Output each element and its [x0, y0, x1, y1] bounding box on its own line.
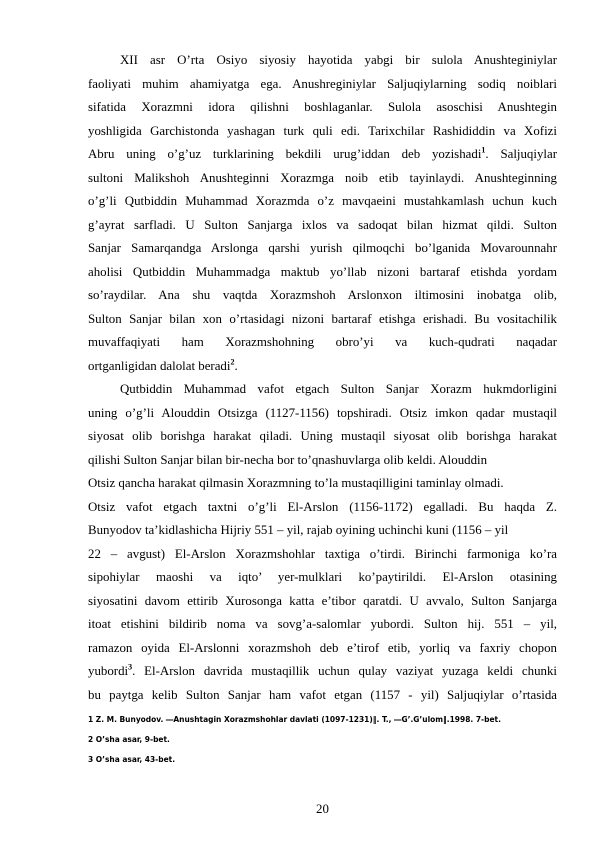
text-line: sipohiylar maoshi va iqto’ yer-mulklari ko’paytirildi. El-Arslon otasining [88, 570, 557, 584]
text-line: uning o’g’li Alouddin Otsizga (1127-1156) topshiradi. Otsiz imkon qadar mustaqil [88, 405, 557, 420]
text-line: Abru uning o’g’uz turklarining bekdili urug’iddan deb yozishadi$^1$. Saljuqiylar [88, 145, 558, 161]
footnote-ref[interactable]: 1 [481, 145, 486, 155]
text-line: Bunyodov ta’kidlashicha Hijriy 551 – yil, rajab oyining uchinchi kuni (1156 – yil [88, 523, 509, 537]
text-line: XII asr O’rta Osiyo siyosiy hayotida yabgi bir sulola Anushteginiylar [120, 53, 557, 67]
footnote-ref[interactable]: 3 [128, 662, 133, 672]
text-line: so’raydilar. Ana shu vaqtda Xorazmshoh Arslonxon iltimosini inobatga olib, [88, 288, 557, 302]
text-line: Sanjar Samarqandga Arslonga qarshi yurish qilmoqchi bo’lganida Movarounnahr [88, 241, 557, 255]
text-line: yubordi$^3$. El-Arslon davrida mustaqillik uchun qulay vaziyat yuzaga keldi chunki [88, 662, 557, 678]
text-line: ortganligidan dalolat beradi$^2$. [88, 357, 238, 373]
footnote-ref[interactable]: 2 [230, 357, 235, 367]
text-line: qilishi Sulton Sanjar bilan bir-necha bor to’qnashuvlarga olib keldi. Alouddin [88, 452, 488, 467]
text-line: Qutbiddin Muhammad vafot etgach Sulton Sanjar Xorazm hukmdorligini [120, 382, 557, 396]
page-number: 20 [316, 802, 329, 816]
footnote: 2 O’sha asar, 9-bet. [88, 734, 170, 744]
text-line: siyosatini davom ettirib Xurosonga katta e’tibor qaratdi. U avvalo, Sulton Sanjarga [88, 593, 557, 608]
text-line: 22 – avgust) El-Arslon Xorazmshohlar taxtiga o’tirdi. Birinchi farmoniga ko’ra [88, 546, 557, 561]
text-line: g’ayrat sarfladi. U Sulton Sanjarga ixlos va sadoqat bilan hizmat qildi. Sulton [88, 217, 557, 232]
text-line: sultoni Malikshoh Anushteginni Xorazmga noib etib tayinlaydi. Anushteginning [88, 170, 557, 185]
text-line: o’g’li Qutbiddin Muhammad Xorazmda o’z mavqaeini mustahkamlash uchun kuch [88, 194, 557, 208]
text-line: Otsiz vafot etgach taxtni o’g’li El-Arslon (1156-1172) egalladi. Bu haqda Z. [88, 499, 557, 514]
text-line: Sulton Sanjar bilan xon o’rtasidagi nizoni bartaraf etishga erishadi. Bu vositachilik [88, 311, 557, 326]
text-line: ramazon oyida El-Arslonni xorazmshoh deb e’tirof etib, yorliq va faxriy chopon [88, 640, 557, 655]
text-line: itoat etishini bildirib noma va sovg’a-salomlar yubordi. Sulton hij. 551 – yil, [88, 617, 557, 631]
text-line: yoshligida Garchistonda yashagan turk quli edi. Tarixchilar Rashididdin va Xofizi [88, 123, 557, 138]
text-line: sifatida Xorazmni idora qilishni boshlaganlar. Sulola asoschisi Anushtegin [88, 100, 557, 114]
text-line: faoliyati muhim ahamiyatga ega. Anushreginiylar Saljuqiylarning sodiq noiblari [88, 76, 557, 91]
text-line: Otsiz qancha harakat qilmasin Xorazmning to’la mustaqilligini taminlay olmadi. [88, 476, 504, 490]
text-line: bu paytga kelib Sulton Sanjar ham vafot etgan (1157 - yil) Saljuqiylar o’rtasida [88, 687, 557, 702]
footnote: 3 O’sha asar, 43-bet. [88, 754, 176, 764]
text-line: muvaffaqiyati ham Xorazmshohning obro’yi va kuch-qudrati naqadar [88, 335, 557, 349]
text-line: aholisi Qutbiddin Muhammadga maktub yo’llab nizoni bartaraf etishda yordam [88, 264, 557, 279]
text-line: siyosat olib borishga harakat qiladi. Uning mustaqil siyosat olib borishga harakat [88, 429, 557, 443]
footnote: 1 Z. M. Bunyodov. ―Anushtagin Xorazmshohlar davlati (1097-1231)‖. T., ―G’.G’ulom‖.1998. 7-bet. [88, 714, 501, 724]
